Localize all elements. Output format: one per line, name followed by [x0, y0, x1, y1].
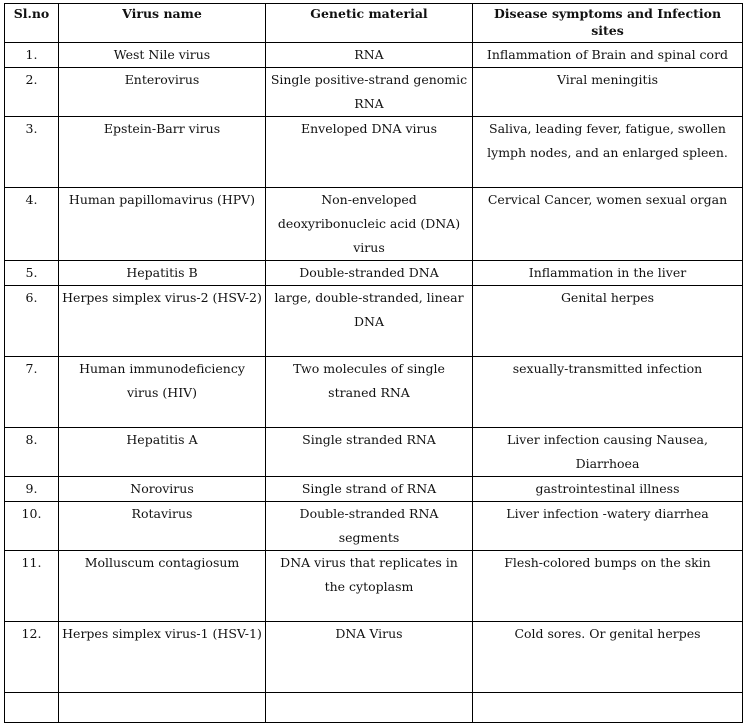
cell-slno: 8. [5, 428, 59, 477]
header-disease-symptoms: Disease symptoms and Infection sites [473, 4, 743, 43]
header-virus-name: Virus name [59, 4, 266, 43]
cell-genetic-material: large, double-stranded, linear DNA [266, 286, 473, 357]
header-genetic-material: Genetic material [266, 4, 473, 43]
cell-genetic-material: RNA [266, 43, 473, 68]
cell-slno: 11. [5, 551, 59, 622]
cell-slno: 6. [5, 286, 59, 357]
table-row [5, 502, 743, 551]
table-row [5, 551, 743, 622]
table-row [5, 286, 743, 357]
cell-virus-name: Molluscum contagiosum [59, 551, 266, 622]
cell-disease: Flesh-colored bumps on the skin [473, 551, 743, 622]
cell-virus-name: Enterovirus [59, 68, 266, 117]
cell-genetic-material: Two molecules of single straned RNA [266, 357, 473, 428]
cell-virus-name: Hepatitis B [59, 261, 266, 286]
cell-virus-name: West Nile virus [59, 43, 266, 68]
cell-virus-name: Human papillomavirus (HPV) [59, 188, 266, 261]
cell-genetic-material: DNA Virus [266, 622, 473, 693]
cell-genetic-material: Single strand of RNA [266, 477, 473, 502]
cell-virus-name: Epstein-Barr virus [59, 117, 266, 188]
cell-genetic-material [266, 693, 473, 723]
table-row [5, 428, 743, 477]
table-row [5, 477, 743, 502]
table-row [5, 188, 743, 261]
cell-genetic-material: Single positive-strand genomic RNA [266, 68, 473, 117]
cell-slno: 10. [5, 502, 59, 551]
cell-virus-name: Hepatitis A [59, 428, 266, 477]
cell-slno: 3. [5, 117, 59, 188]
cell-slno: 2. [5, 68, 59, 117]
cell-genetic-material: Single stranded RNA [266, 428, 473, 477]
cell-virus-name: Herpes simplex virus-2 (HSV-2) [59, 286, 266, 357]
cell-genetic-material: Enveloped DNA virus [266, 117, 473, 188]
cell-slno: 1. [5, 43, 59, 68]
cell-disease: Liver infection causing Nausea, Diarrhoea [473, 428, 743, 477]
cell-disease [473, 693, 743, 723]
cell-slno: 12. [5, 622, 59, 693]
table-body [5, 43, 743, 723]
cell-disease: Viral meningitis [473, 68, 743, 117]
cell-slno: 7. [5, 357, 59, 428]
cell-slno: 9. [5, 477, 59, 502]
cell-disease: Saliva, leading fever, fatigue, swollen lymph nodes, and an enlarged spleen. [473, 117, 743, 188]
cell-disease: Cervical Cancer, women sexual organ [473, 188, 743, 261]
cell-slno: 5. [5, 261, 59, 286]
cell-virus-name: Human immunodeficiency virus (HIV) [59, 357, 266, 428]
table-row [5, 261, 743, 286]
header-slno: Sl.no [5, 4, 59, 43]
cell-disease: Inflammation of Brain and spinal cord [473, 43, 743, 68]
table-row [5, 622, 743, 693]
cell-disease: Liver infection -watery diarrhea [473, 502, 743, 551]
cell-disease: Genital herpes [473, 286, 743, 357]
cell-disease: Inflammation in the liver [473, 261, 743, 286]
table-row [5, 117, 743, 188]
cell-slno [5, 693, 59, 723]
cell-virus-name [59, 693, 266, 723]
cell-disease: Cold sores. Or genital herpes [473, 622, 743, 693]
header-row [5, 4, 743, 43]
cell-genetic-material: Double-stranded DNA [266, 261, 473, 286]
table-row [5, 43, 743, 68]
virus-table [4, 3, 743, 723]
cell-disease: gastrointestinal illness [473, 477, 743, 502]
cell-genetic-material: Double-stranded RNA segments [266, 502, 473, 551]
cell-virus-name: Herpes simplex virus-1 (HSV-1) [59, 622, 266, 693]
table-header [5, 4, 743, 43]
cell-virus-name: Rotavirus [59, 502, 266, 551]
cell-genetic-material: Non-enveloped deoxyribonucleic acid (DNA) virus [266, 188, 473, 261]
cell-genetic-material: DNA virus that replicates in the cytoplasm [266, 551, 473, 622]
table-row [5, 693, 743, 723]
table-row [5, 68, 743, 117]
cell-disease: sexually-transmitted infection [473, 357, 743, 428]
table-row [5, 357, 743, 428]
cell-slno: 4. [5, 188, 59, 261]
cell-virus-name: Norovirus [59, 477, 266, 502]
